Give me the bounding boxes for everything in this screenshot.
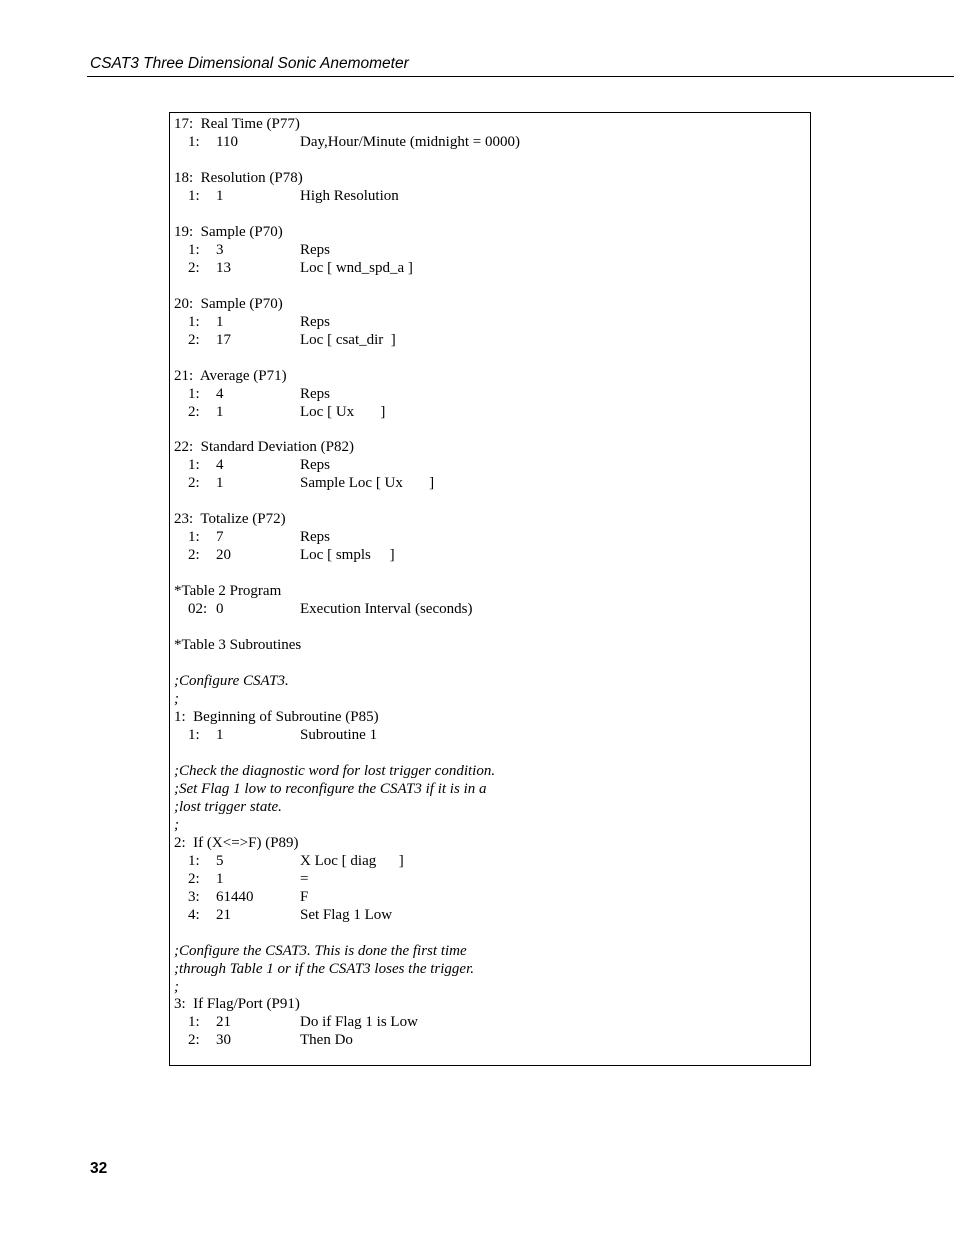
parameter-value: 20 [216, 547, 231, 564]
comment-line [174, 781, 806, 799]
comment-line [174, 691, 806, 709]
parameter-value: 4 [216, 385, 224, 402]
parameter-number: 4: [188, 906, 200, 923]
comment-line [174, 799, 806, 817]
parameter-value: 21 [216, 1014, 231, 1031]
comment-text: ;lost trigger state. [174, 798, 282, 815]
instruction-text: *Table 2 Program [174, 583, 282, 600]
parameter-value: 1 [216, 313, 224, 330]
parameter-number: 2: [188, 259, 200, 276]
parameter-line [174, 907, 806, 925]
instruction-line [174, 296, 806, 314]
parameter-line [174, 314, 806, 332]
parameter-number: 1: [188, 313, 200, 330]
instruction-text: 17: Real Time (P77) [174, 116, 300, 132]
parameter-number: 2: [188, 403, 200, 420]
parameter-line [174, 529, 806, 547]
parameter-number: 02: [188, 601, 208, 618]
parameter-value: 7 [216, 529, 224, 546]
instruction-line [174, 224, 806, 242]
parameter-number: 1: [188, 187, 200, 204]
parameter-number: 2: [188, 547, 200, 564]
parameter-line [174, 242, 806, 260]
parameter-description: Loc [ smpls ] [300, 547, 395, 564]
parameter-line [174, 386, 806, 404]
instruction-line [174, 511, 806, 529]
comment-text: ;through Table 1 or if the CSAT3 loses the trigger. [174, 960, 475, 977]
program-lines [174, 116, 806, 1050]
parameter-description: Reps [300, 385, 330, 402]
comment-line [174, 943, 806, 961]
parameter-description: Execution Interval (seconds) [300, 601, 473, 618]
parameter-value: 30 [216, 1032, 231, 1049]
parameter-value: 21 [216, 906, 231, 923]
parameter-line [174, 475, 806, 493]
instruction-line [174, 637, 806, 655]
parameter-value: 1 [216, 870, 224, 887]
parameter-line [174, 404, 806, 422]
parameter-line [174, 727, 806, 745]
comment-line [174, 817, 806, 835]
parameter-line [174, 457, 806, 475]
parameter-number: 3: [188, 888, 200, 905]
parameter-description: Reps [300, 529, 330, 546]
parameter-description: Sample Loc [ Ux ] [300, 475, 435, 492]
blank-line [174, 278, 806, 296]
blank-line [174, 206, 806, 224]
parameter-number: 1: [188, 529, 200, 546]
instruction-text: 1: Beginning of Subroutine (P85) [174, 708, 379, 725]
instruction-line [174, 709, 806, 727]
parameter-number: 1: [188, 1014, 200, 1031]
comment-text: ; [174, 691, 179, 707]
parameter-number: 2: [188, 331, 200, 348]
blank-line [174, 152, 806, 170]
parameter-value: 110 [216, 133, 238, 150]
parameter-value: 1 [216, 475, 224, 492]
comment-line [174, 673, 806, 691]
instruction-line [174, 116, 806, 134]
parameter-value: 1 [216, 187, 224, 204]
blank-line [174, 350, 806, 368]
comment-text: ;Set Flag 1 low to reconfigure the CSAT3 if it is in a [174, 780, 487, 797]
instruction-text: 21: Average (P71) [174, 367, 287, 384]
blank-line [174, 655, 806, 673]
comment-text: ; [174, 978, 179, 995]
parameter-value: 4 [216, 457, 224, 474]
instruction-line [174, 170, 806, 188]
parameter-description: Reps [300, 457, 330, 474]
comment-line [174, 763, 806, 781]
parameter-value: 61440 [216, 888, 254, 905]
page-number: 32 [90, 1160, 108, 1177]
parameter-number: 1: [188, 457, 200, 474]
blank-line [174, 493, 806, 511]
instruction-line [174, 835, 806, 853]
parameter-line [174, 188, 806, 206]
blank-line [174, 619, 806, 637]
instruction-line [174, 583, 806, 601]
instruction-text: 19: Sample (P70) [174, 223, 283, 240]
parameter-line [174, 601, 806, 619]
parameter-description: Loc [ csat_dir ] [300, 331, 396, 348]
parameter-line [174, 871, 806, 889]
parameter-line [174, 547, 806, 565]
parameter-value: 1 [216, 403, 224, 420]
parameter-number: 2: [188, 870, 200, 887]
parameter-value: 17 [216, 331, 231, 348]
instruction-text: 18: Resolution (P78) [174, 169, 303, 186]
parameter-description: = [300, 870, 309, 887]
instruction-line [174, 368, 806, 386]
parameter-number: 1: [188, 726, 200, 743]
instruction-text: 3: If Flag/Port (P91) [174, 996, 300, 1013]
instruction-line [174, 439, 806, 457]
parameter-value: 0 [216, 601, 224, 618]
parameter-description: Set Flag 1 Low [300, 906, 393, 923]
comment-text: ; [174, 816, 179, 833]
parameter-line [174, 1014, 806, 1032]
parameter-description: Then Do [300, 1032, 353, 1049]
parameter-line [174, 134, 806, 152]
blank-line [174, 565, 806, 583]
instruction-line [174, 996, 806, 1014]
blank-line [174, 925, 806, 943]
parameter-description: Subroutine 1 [300, 726, 378, 743]
parameter-number: 1: [188, 385, 200, 402]
instruction-text: 2: If (X<=>F) (P89) [174, 834, 299, 851]
parameter-number: 1: [188, 241, 200, 258]
parameter-value: 1 [216, 726, 224, 743]
comment-text: ;Check the diagnostic word for lost trigger condition. [174, 762, 496, 779]
running-header-title: CSAT3 Three Dimensional Sonic Anemometer [90, 55, 409, 72]
parameter-line [174, 889, 806, 907]
comment-text: ;Configure the CSAT3. This is done the first time [174, 942, 467, 959]
parameter-value: 13 [216, 259, 231, 276]
parameter-number: 1: [188, 852, 200, 869]
parameter-number: 1: [188, 133, 200, 150]
blank-line [174, 421, 806, 439]
parameter-line [174, 260, 806, 278]
parameter-description: High Resolution [300, 187, 399, 204]
parameter-description: F [300, 888, 309, 905]
comment-line [174, 961, 806, 979]
instruction-text: 22: Standard Deviation (P82) [174, 439, 354, 456]
blank-line [174, 745, 806, 763]
parameter-value: 5 [216, 852, 224, 869]
parameter-description: X Loc [ diag ] [300, 852, 404, 869]
parameter-description: Loc [ Ux ] [300, 403, 386, 420]
parameter-line [174, 332, 806, 350]
parameter-description: Reps [300, 241, 330, 258]
parameter-description: Reps [300, 313, 330, 330]
parameter-description: Do if Flag 1 is Low [300, 1014, 418, 1031]
header-rule [87, 76, 954, 77]
instruction-text: 23: Totalize (P72) [174, 511, 286, 528]
parameter-line [174, 1032, 806, 1050]
comment-text: ;Configure CSAT3. [174, 673, 289, 690]
parameter-description: Day,Hour/Minute (midnight = 0000) [300, 133, 520, 150]
parameter-line [174, 853, 806, 871]
comment-line [174, 979, 806, 997]
parameter-value: 3 [216, 241, 224, 258]
parameter-number: 2: [188, 475, 200, 492]
parameter-description: Loc [ wnd_spd_a ] [300, 259, 413, 276]
instruction-text: *Table 3 Subroutines [174, 637, 302, 654]
program-listing-box [169, 112, 811, 1066]
instruction-text: 20: Sample (P70) [174, 295, 283, 312]
parameter-number: 2: [188, 1032, 200, 1049]
